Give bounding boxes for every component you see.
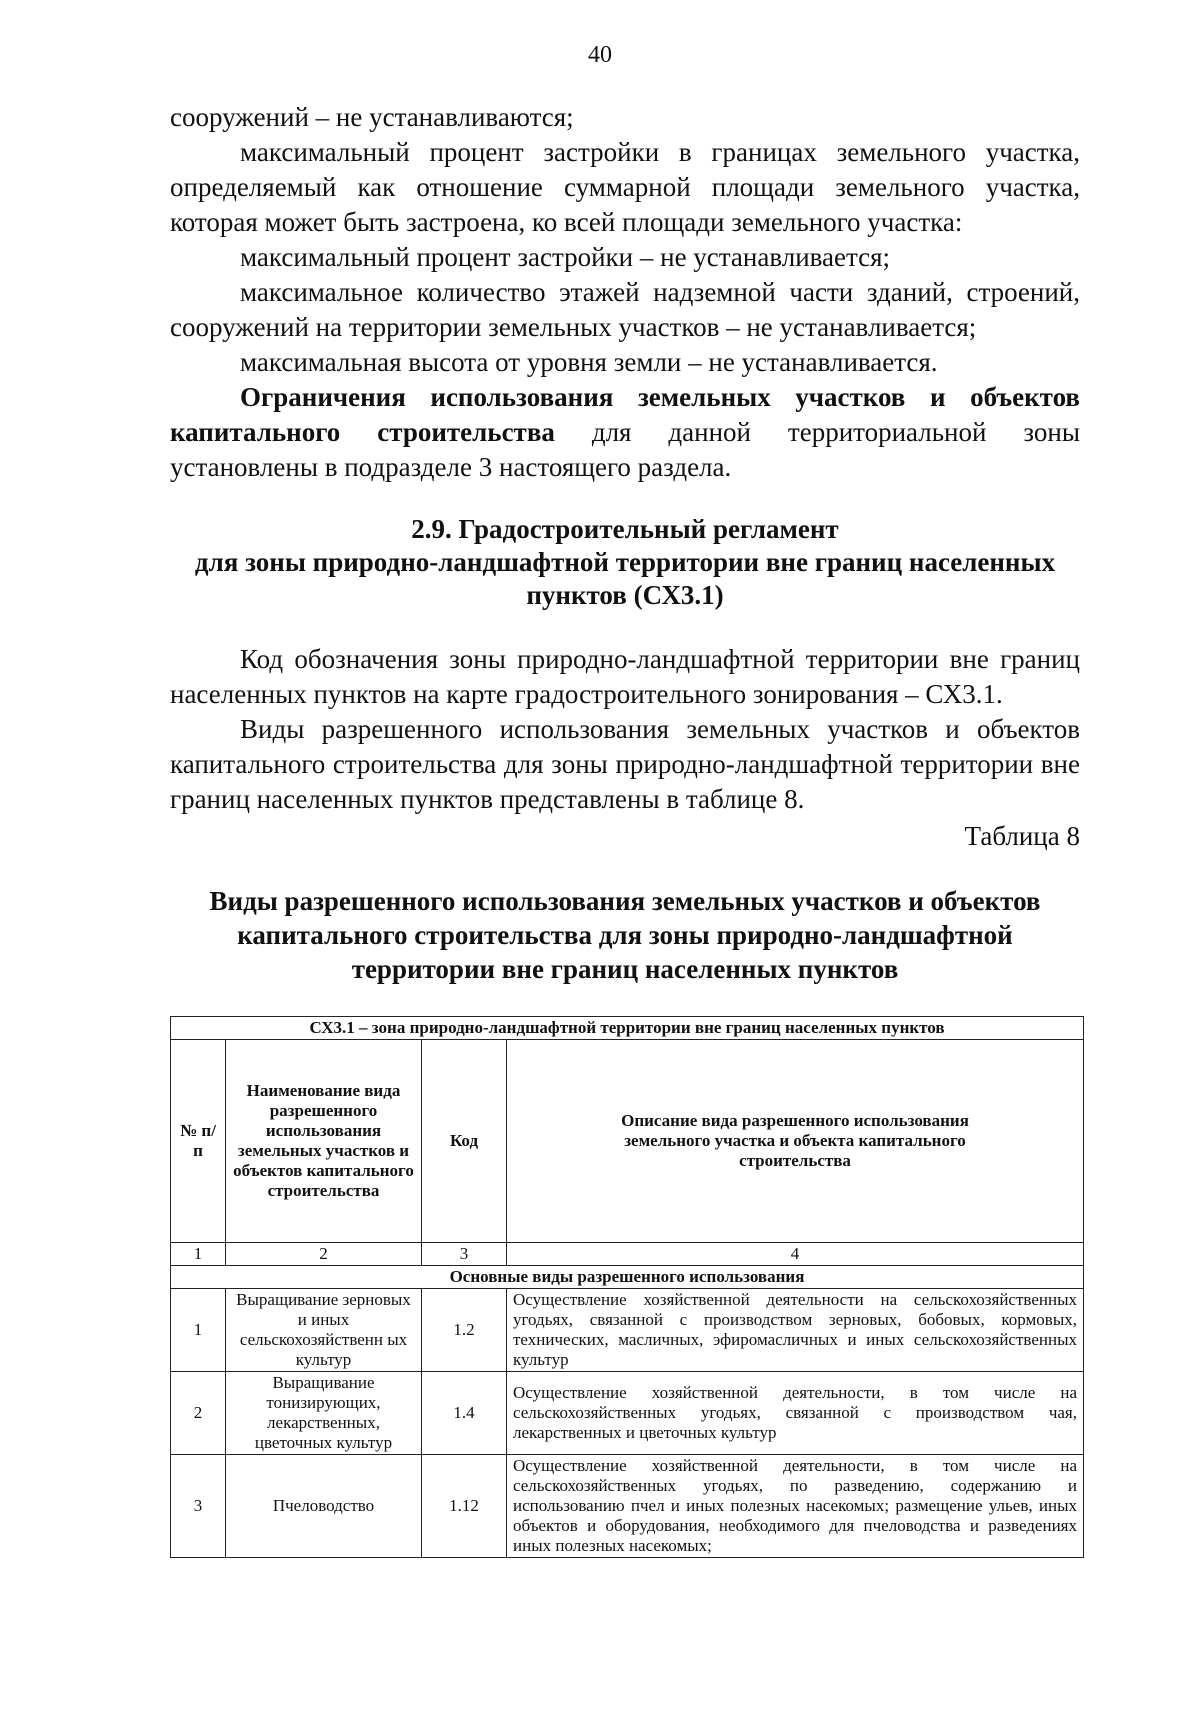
page-number: 40 [588, 42, 612, 68]
section-heading-line: 2.9. Градостроительный регламент [411, 514, 839, 544]
row-num: 2 [171, 1372, 226, 1455]
header-desc: Описание вида разрешенного использования земельного участка и объекта капитального строительства [507, 1040, 1084, 1243]
zone-header-row [171, 1017, 1084, 1040]
row-desc: Осуществление хозяйственной деятельности, в том числе на сельскохозяйственных угодьях, по разведению, содержанию и использованию пчел и иных полезных насекомых; размещение ульев, иных объектов и оборудования, необходимого для пчеловодства и разведениях иных полезных насекомых; [507, 1455, 1084, 1558]
column-number: 1 [171, 1243, 226, 1266]
table-row [171, 1372, 1084, 1455]
section-heading-line: для зоны природно-ландшафтной территории вне границ населенных [194, 547, 1056, 577]
zone-header-cell: СХ3.1 – зона природно-ландшафтной территории вне границ населенных пунктов [171, 1017, 1084, 1040]
table-title [170, 884, 1080, 986]
header-code: Код [422, 1040, 507, 1243]
table-title-line: капитального строительства для зоны природно-ландшафтной [237, 920, 1013, 950]
row-desc: Осуществление хозяйственной деятельности, в том числе на сельскохозяйственных угодьях, связанной с производством чая, лекарственных и цветочных культур [507, 1372, 1084, 1455]
row-code: 1.4 [422, 1372, 507, 1455]
restrictions-text: для данной территориальной зоны установлены в подразделе 3 настоящего раздела. [170, 417, 1080, 482]
paragraph: максимальный процент застройки в границах земельного участка, определяемый как отношение суммарной площади земельного участка, которая может быть застроена, ко всей площади земельного участка: [170, 137, 1080, 237]
paragraph: сооружений – не устанавливаются; [170, 102, 574, 132]
section-heading [170, 513, 1080, 612]
header-num: № п/п [171, 1040, 226, 1243]
restrictions-paragraph [170, 380, 1080, 485]
table-title-line: Виды разрешенного использования земельных участков и объектов [209, 886, 1041, 916]
paragraph: максимальное количество этажей надземной части зданий, строений, сооружений на территории земельных участков – не устанавливается; [170, 277, 1080, 342]
column-number: 4 [507, 1243, 1084, 1266]
section-heading-line: пунктов (СХ3.1) [526, 580, 724, 610]
document-body [170, 100, 1080, 986]
paragraph: максимальная высота от уровня земли – не устанавливается. [240, 347, 938, 377]
column-number: 2 [226, 1243, 422, 1266]
row-code: 1.2 [422, 1289, 507, 1372]
section-label-cell: Основные виды разрешенного использования [171, 1266, 1084, 1289]
column-number-row [171, 1243, 1084, 1266]
restrictions-bold-text: Ограничения использования земельных участков и объектов капитального строительства [170, 382, 1080, 447]
column-header-row [171, 1040, 1084, 1243]
table-caption: Таблица 8 [964, 821, 1080, 851]
paragraph: максимальный процент застройки – не устанавливается; [240, 242, 891, 272]
row-num: 1 [171, 1289, 226, 1372]
row-code: 1.12 [422, 1455, 507, 1558]
table-row [171, 1455, 1084, 1558]
section-label-row [171, 1266, 1084, 1289]
paragraph: Код обозначения зоны природно-ландшафтной территории вне границ населенных пунктов на карте градостроительного зонирования – СХ3.1. [170, 644, 1080, 709]
row-name: Выращивание тонизирующих, лекарственных, цветочных культур [226, 1372, 422, 1455]
regulation-table [170, 1016, 1084, 1558]
column-number: 3 [422, 1243, 507, 1266]
paragraph: Виды разрешенного использования земельных участков и объектов капитального строительства для зоны природно-ландшафтной территории вне границ населенных пунктов представлены в таблице 8. [170, 714, 1080, 814]
row-desc: Осуществление хозяйственной деятельности на сельскохозяйственных угодьях, связанной с производством зерновых, бобовых, кормовых, технических, масличных, эфиромасличных и иных сельскохозяйственных культур [507, 1289, 1084, 1372]
table-title-line: территории вне границ населенных пунктов [351, 954, 899, 984]
row-name: Выращивание зерновых и иных сельскохозяйственн ых культур [226, 1289, 422, 1372]
table-row [171, 1289, 1084, 1372]
row-name: Пчеловодство [226, 1455, 422, 1558]
header-name: Наименование вида разрешенного использования земельных участков и объектов капитального строительства [226, 1040, 422, 1243]
row-num: 3 [171, 1455, 226, 1558]
